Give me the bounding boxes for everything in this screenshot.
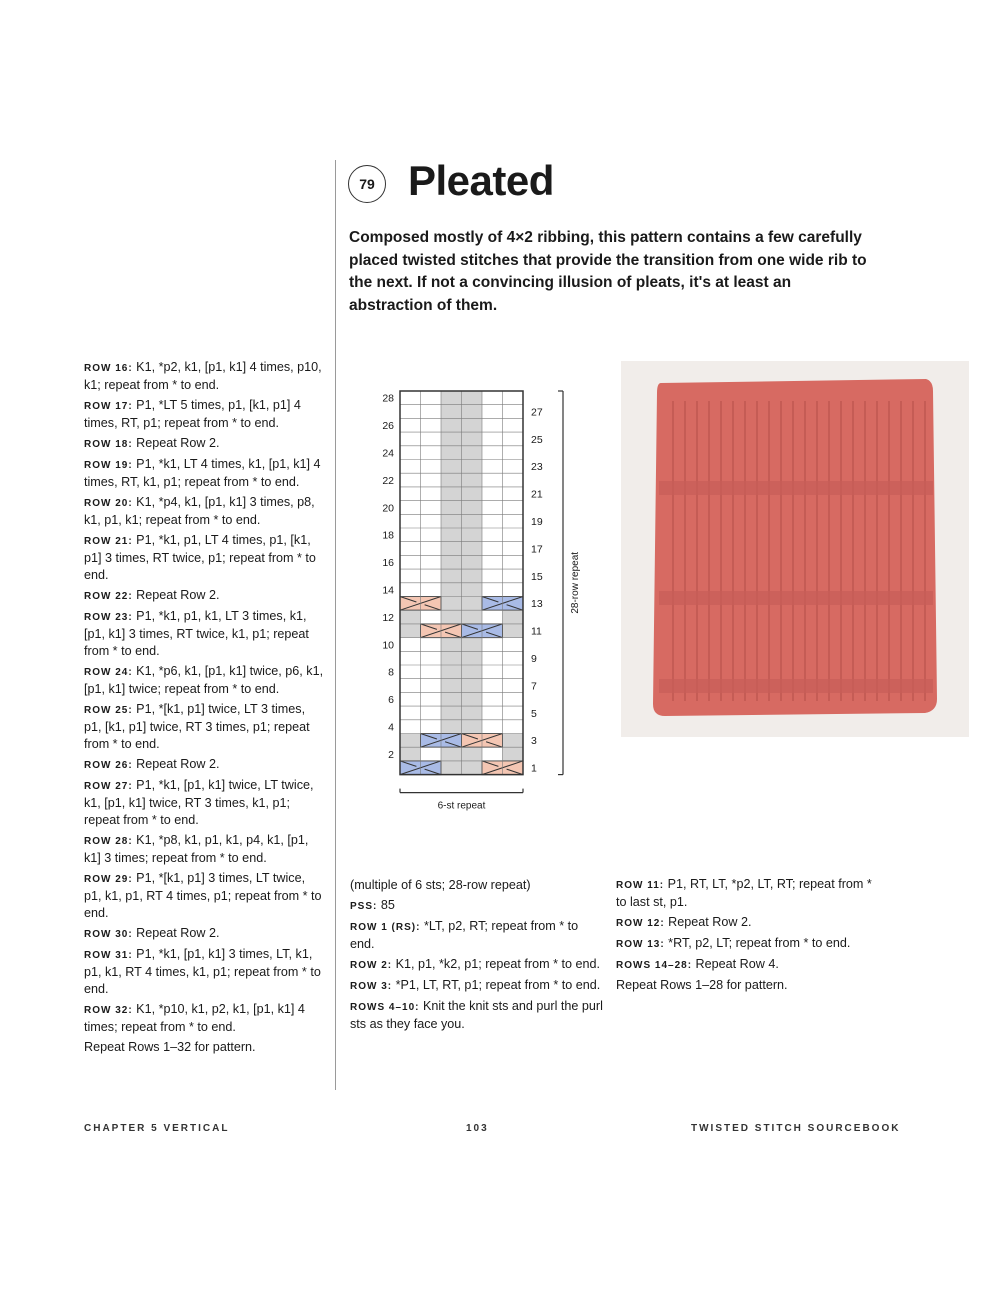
instruction-row <box>84 925 324 943</box>
page-title: Pleated <box>408 157 554 204</box>
row-text: P1, *[k1, p1] twice, LT 3 times, p1, [k1, p1] twice, RT 3 times, p1; repeat from * to end. <box>84 702 310 751</box>
row-number-left: 12 <box>382 611 394 624</box>
row-label: ROW 31: <box>84 950 133 961</box>
row-label: ROW 19: <box>84 460 133 471</box>
footer-page-number: 103 <box>466 1123 489 1134</box>
pattern-number-badge <box>348 165 386 203</box>
row-number-right: 25 <box>531 433 543 446</box>
row-label: ROW 24: <box>84 667 133 678</box>
instructions-right-column <box>616 876 881 997</box>
row-text: Repeat Row 2. <box>132 588 220 602</box>
instruction-row <box>84 397 324 432</box>
row-number-right: 13 <box>531 598 543 611</box>
row-label: ROW 20: <box>84 498 133 509</box>
instruction-row <box>84 832 324 867</box>
purl-cell <box>503 610 524 624</box>
row-number-right: 15 <box>531 570 543 583</box>
instruction-row <box>350 877 605 894</box>
row-label: ROW 11: <box>616 880 665 891</box>
row-number-right: 3 <box>531 735 537 748</box>
row-label: ROW 3: <box>350 981 393 992</box>
instruction-row <box>84 1039 324 1056</box>
purl-cell <box>400 624 421 638</box>
row-label: ROW 12: <box>616 918 665 929</box>
row-text: Repeat Rows 1–28 for pattern. <box>616 978 788 992</box>
footer-chapter: CHAPTER 5 VERTICAL <box>84 1123 230 1134</box>
row-label: ROW 27: <box>84 781 133 792</box>
row-label: ROW 22: <box>84 591 133 602</box>
row-text: *RT, p2, LT; repeat from * to end. <box>664 936 851 950</box>
row-label: ROW 17: <box>84 401 133 412</box>
row-text: Repeat Rows 1–32 for pattern. <box>84 1040 256 1054</box>
instruction-row <box>84 870 324 922</box>
instructions-middle-column <box>350 877 605 1036</box>
instruction-row <box>350 998 605 1033</box>
intro-paragraph: Composed mostly of 4×2 ribbing, this pattern contains a few carefully placed twisted stitches that provide the transition from one wide rib to the next. If not a convincing illusion of pleats, it's at least an abstraction of them. <box>349 229 867 315</box>
row-number-right: 21 <box>531 488 543 501</box>
knit-swatch-image <box>621 361 969 737</box>
swatch-fabric <box>653 379 937 716</box>
row-label: ROW 13: <box>616 939 665 950</box>
row-label: ROW 16: <box>84 363 133 374</box>
row-label: PSS: <box>350 901 378 912</box>
row-text: Knit the knit sts and purl the purl sts as they face you. <box>350 999 603 1031</box>
row-text: P1, *k1, [p1, k1] 3 times, LT, k1, p1, k1, RT 4 times, k1, p1; repeat from * to end. <box>84 947 321 996</box>
column-divider <box>335 160 336 1090</box>
row-number-right: 11 <box>531 625 542 638</box>
instruction-row <box>616 876 881 911</box>
repeat-label-horizontal: 6-st repeat <box>437 800 486 812</box>
row-number-right: 19 <box>531 516 543 528</box>
row-text: P1, *LT 5 times, p1, [k1, p1] 4 times, RT, p1; repeat from * to end. <box>84 398 301 430</box>
row-text: P1, *k1, p1, k1, LT 3 times, k1, [p1, k1] 3 times, RT twice, k1, p1; repeat from * to end. <box>84 609 309 658</box>
row-number-left: 2 <box>388 748 394 761</box>
row-number-left: 10 <box>382 639 394 652</box>
row-text: Repeat Row 2. <box>132 436 220 450</box>
instruction-row <box>84 456 324 491</box>
instruction-row <box>84 663 324 698</box>
instruction-row <box>616 914 881 932</box>
row-number-left: 24 <box>382 447 394 460</box>
footer-book-title: TWISTED STITCH SOURCEBOOK <box>691 1123 901 1134</box>
stitch-chart <box>370 385 590 815</box>
row-number-left: 28 <box>382 392 394 405</box>
row-text: K1, p1, *k2, p1; repeat from * to end. <box>392 957 601 971</box>
row-text: P1, *k1, LT 4 times, k1, [p1, k1] 4 times, RT, k1, p1; repeat from * to end. <box>84 457 321 489</box>
row-number-left: 26 <box>382 420 394 433</box>
repeat-label-vertical: 28-row repeat <box>570 551 581 614</box>
row-number-left: 20 <box>382 502 394 515</box>
row-number-right: 9 <box>531 653 537 665</box>
instruction-row <box>350 956 605 974</box>
swatch-twist-band <box>659 591 933 605</box>
instruction-row <box>616 977 881 994</box>
row-label: ROW 2: <box>350 960 393 971</box>
instruction-row <box>84 532 324 584</box>
row-number-left: 22 <box>382 474 394 487</box>
row-number-left: 18 <box>382 529 394 542</box>
row-number-left: 6 <box>388 694 394 707</box>
purl-cell <box>503 747 524 761</box>
row-text: K1, *p4, k1, [p1, k1] 3 times, p8, k1, p1, k1; repeat from * to end. <box>84 495 315 527</box>
swatch-twist-band <box>659 679 933 693</box>
row-text: *LT, p2, RT; repeat from * to end. <box>350 919 579 951</box>
row-label: ROW 23: <box>84 612 133 623</box>
row-text: Repeat Row 2. <box>664 915 752 929</box>
knit-swatch-photo <box>621 361 969 737</box>
instruction-row <box>84 359 324 394</box>
purl-cell <box>400 610 421 624</box>
row-text: P1, *[k1, p1] 3 times, LT twice, p1, k1, p1, RT 4 times, p1; repeat from * to end. <box>84 871 322 920</box>
purl-cell <box>503 734 524 748</box>
row-text: P1, RT, LT, *p2, LT, RT; repeat from * to last st, p1. <box>616 877 872 909</box>
row-number-right: 27 <box>531 406 543 419</box>
row-label: ROW 30: <box>84 929 133 940</box>
instructions-left-column <box>84 359 324 1059</box>
instruction-row <box>84 701 324 753</box>
row-number-right: 17 <box>531 543 543 556</box>
row-text: Repeat Row 2. <box>132 757 220 771</box>
row-text: P1, *k1, [p1, k1] twice, LT twice, k1, [p1, k1] twice, RT 3 times, k1, p1; repeat from * to end. <box>84 778 314 827</box>
row-number-right: 5 <box>531 707 537 720</box>
row-number-right: 7 <box>531 680 537 693</box>
instruction-row <box>350 897 605 915</box>
row-text: K1, *p6, k1, [p1, k1] twice, p6, k1, [p1, k1] twice; repeat from * to end. <box>84 664 324 696</box>
row-label: ROW 1 (RS): <box>350 922 421 933</box>
instruction-row <box>84 608 324 660</box>
instruction-row <box>84 756 324 774</box>
row-number-right: 1 <box>531 762 537 775</box>
purl-cell <box>503 624 524 638</box>
purl-cell <box>400 747 421 761</box>
stitch-chart-svg <box>370 385 590 815</box>
row-text: Repeat Row 2. <box>132 926 220 940</box>
row-label: ROW 18: <box>84 439 133 450</box>
row-number-left: 8 <box>388 666 394 679</box>
row-label: ROW 25: <box>84 705 133 716</box>
row-label: ROW 29: <box>84 874 133 885</box>
instruction-row <box>84 435 324 453</box>
instruction-row <box>616 935 881 953</box>
row-text: K1, *p10, k1, p2, k1, [p1, k1] 4 times; repeat from * to end. <box>84 1002 305 1034</box>
swatch-twist-band <box>659 481 933 495</box>
row-text: 85 <box>377 898 395 912</box>
row-number-left: 16 <box>382 557 394 570</box>
row-label: ROW 32: <box>84 1005 133 1016</box>
row-text: K1, *p2, k1, [p1, k1] 4 times, p10, k1; repeat from * to end. <box>84 360 322 392</box>
instruction-row <box>84 946 324 998</box>
purl-cell <box>400 734 421 748</box>
instruction-row <box>84 1001 324 1036</box>
row-text: (multiple of 6 sts; 28-row repeat) <box>350 878 531 892</box>
row-label: ROWS 4–10: <box>350 1002 420 1013</box>
instruction-row <box>84 777 324 829</box>
row-number-left: 14 <box>382 584 394 597</box>
row-label: ROW 21: <box>84 536 133 547</box>
instruction-row <box>350 918 605 953</box>
instruction-row <box>84 494 324 529</box>
row-label: ROW 28: <box>84 836 133 847</box>
row-number-left: 4 <box>388 721 394 734</box>
row-text: *P1, LT, RT, p1; repeat from * to end. <box>392 978 601 992</box>
row-text: P1, *k1, p1, LT 4 times, p1, [k1, p1] 3 times, RT twice, p1; repeat from * to end. <box>84 533 316 582</box>
instruction-row <box>350 977 605 995</box>
row-text: K1, *p8, k1, p1, k1, p4, k1, [p1, k1] 3 times; repeat from * to end. <box>84 833 309 865</box>
instruction-row <box>616 956 881 974</box>
instruction-row <box>84 587 324 605</box>
row-label: ROW 26: <box>84 760 133 771</box>
row-label: ROWS 14–28: <box>616 960 693 971</box>
row-text: Repeat Row 4. <box>692 957 779 971</box>
pattern-number: 79 <box>359 176 375 192</box>
row-number-right: 23 <box>531 461 543 474</box>
